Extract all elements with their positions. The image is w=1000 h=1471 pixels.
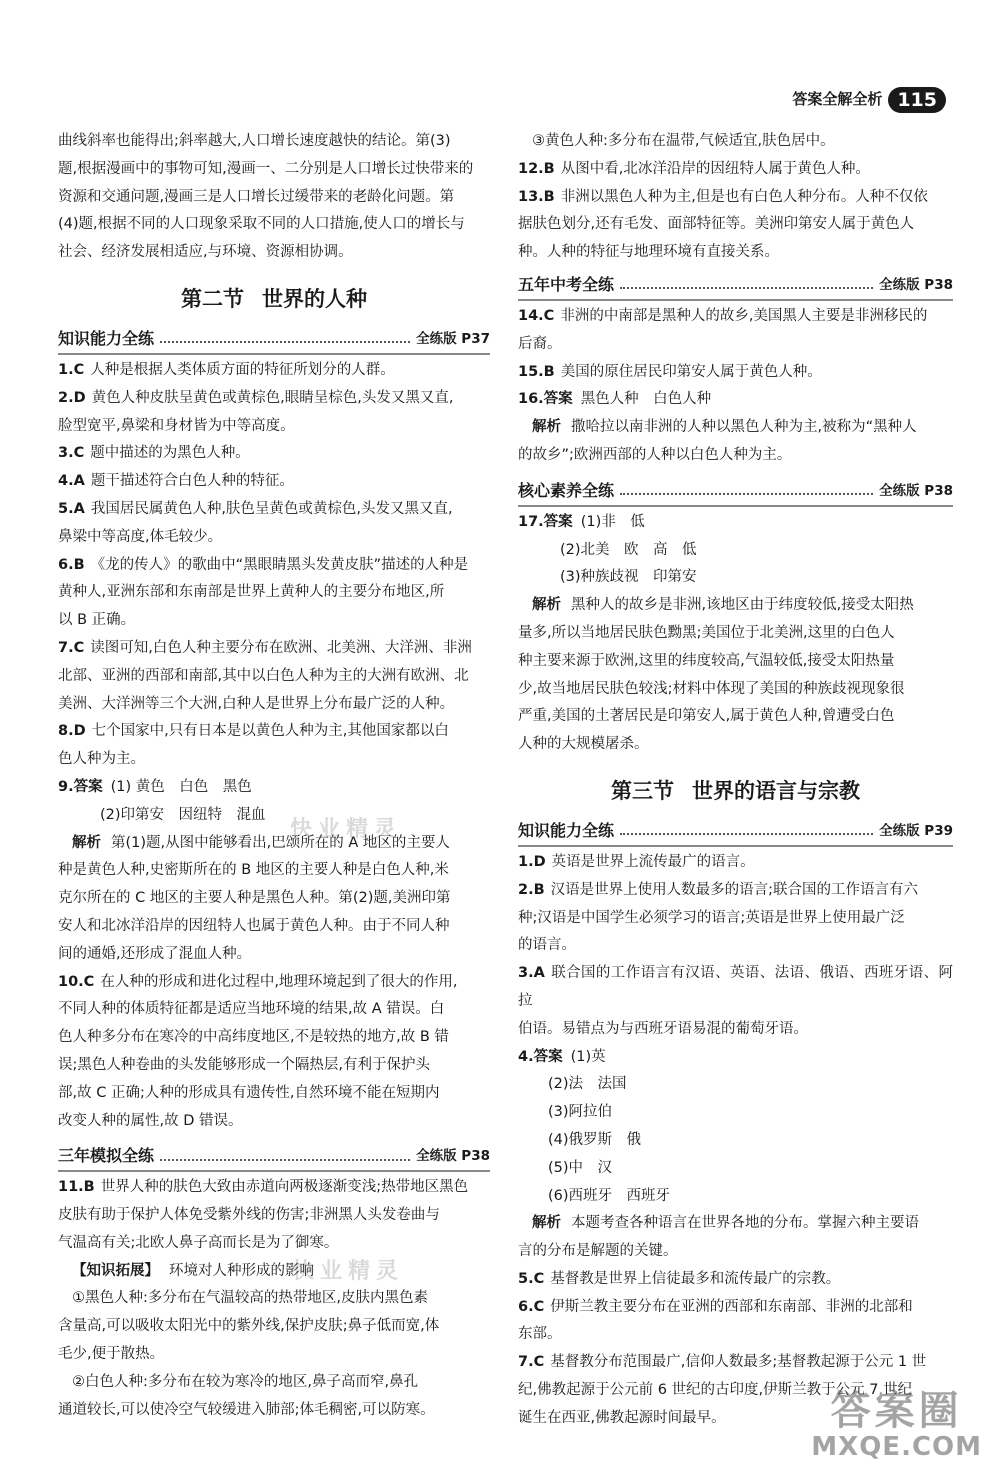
answer-number: 5.C: [518, 1270, 545, 1287]
answer-item: [518, 849, 953, 877]
ext-line: ③黄色人种:多分布在温带,气候适宜,肤色居中。: [532, 133, 835, 149]
ext-line: ②白色人种:多分布在较为寒冷的地区,鼻子高而窄,鼻孔: [72, 1373, 419, 1390]
dotted-leader: [620, 481, 873, 495]
bar-name: 核心素养全练: [518, 480, 615, 500]
answer-text: 我国居民属黄色人种,肤色呈黄色或黄棕色,头发又黑又直,: [90, 500, 453, 517]
analysis-item: [518, 414, 953, 442]
bar-ref: 全练版 P38: [879, 482, 953, 499]
answer-text: (1)非 低: [580, 513, 645, 530]
answer-line: (4)俄罗斯 俄: [548, 1131, 642, 1148]
intro-line: 资源和交通问题,漫画三是人口增长过缓带来的老龄化问题。第: [58, 188, 455, 205]
answer-line: 气温高有关;北欧人鼻子高而长是为了御寒。: [58, 1234, 339, 1251]
answer-number: 1.C: [58, 361, 85, 378]
answer-number: 5.A: [58, 500, 85, 517]
answer-line: 脸型宽平,鼻梁和身材皆为中等高度。: [58, 417, 295, 434]
analysis-text: 黑种人的故乡是非洲,该地区由于纬度较低,接受太阳热: [571, 597, 914, 614]
answer-text: 题干描述符合白色人种的特征。: [90, 473, 294, 490]
exercise-bar: [518, 271, 953, 301]
bar-ref: 全练版 P37: [416, 330, 490, 347]
answer-item: [58, 357, 490, 385]
analysis-item: [518, 592, 953, 620]
answer-number: 2.B: [518, 881, 545, 898]
answer-text: 在人种的形成和进化过程中,地理环境起到了很大的作用,: [100, 973, 458, 990]
ext-line: 毛少,便于散热。: [58, 1346, 165, 1363]
answer-line: 黄种人,亚洲东部和东南部是世界上黄种人的主要分布地区,所: [58, 584, 445, 601]
answer-number: 15.B: [518, 363, 555, 380]
answer-text: 非洲的中南部是黑种人的故乡,美国黑人主要是非洲移民的: [560, 307, 928, 324]
answer-number: 7.C: [58, 639, 85, 656]
answer-line: 种。人种的特征与地理环境有直接关系。: [518, 244, 779, 261]
site-watermark: [811, 1389, 982, 1461]
answer-number: 4.A: [58, 473, 85, 490]
answer-text: 基督教是世界上信徒最多和流传最广的宗教。: [550, 1270, 841, 1287]
answer-item: [58, 440, 490, 468]
ext-line: 含量高,可以吸收太阳光中的紫外线,保护皮肤;鼻子低而宽,体: [58, 1318, 440, 1335]
bar-ref: 全练版 P38: [416, 1148, 490, 1165]
bar-ref: 全练版 P39: [879, 822, 953, 839]
answer-line: 的语言。: [518, 937, 576, 954]
intro-line: (4)题,根据不同的人口现象采取不同的人口措施,使人口的增长与: [58, 216, 465, 233]
answer-line: (3)阿拉伯: [548, 1104, 613, 1121]
answer-number: 4.答案: [518, 1048, 563, 1065]
analysis-line: 人种的大规模屠杀。: [518, 736, 649, 753]
answer-item: [518, 303, 953, 331]
analysis-line: 种是黄色人种,史密斯所在的 B 地区的主要人种是白色人种,米: [58, 862, 449, 879]
analysis-line: 安人和北冰洋沿岸的因纽特人也属于黄色人种。由于不同人种: [58, 917, 450, 934]
answer-line: 色人种多分布在寒冷的中高纬度地区,不是较热的地方,故 B 错: [58, 1029, 449, 1046]
answer-number: 1.D: [518, 853, 546, 870]
answer-line: 伯语。易错点为与西班牙语易混的葡萄牙语。: [518, 1020, 808, 1037]
answer-item: [518, 359, 953, 387]
ext-line: ①黑色人种:多分布在气温较高的热带地区,皮肤内黑色素: [72, 1290, 428, 1307]
answer-line: 美洲、大洋洲等三个大洲,白种人是世界上分布最广泛的人种。: [58, 695, 455, 712]
answer-number: 12.B: [518, 160, 555, 177]
answer-number: 13.B: [518, 188, 555, 205]
faint-watermark: 快业精灵: [290, 817, 403, 842]
ext-title: 环境对人种形成的影响: [169, 1262, 314, 1279]
faint-watermark: 快业精灵: [292, 1259, 405, 1284]
answer-line: 皮肤有助于保护人体免受紫外线的伤害;非洲黑人头发卷曲与: [58, 1207, 440, 1224]
page-number: 115: [888, 87, 946, 113]
analysis-line: 量多,所以当地居民肤色黝黑;美国位于北美洲,这里的白色人: [518, 624, 895, 641]
answer-line: (5)中 汉: [548, 1159, 613, 1176]
answer-text: 伊斯兰教主要分布在亚洲的西部和东南部、非洲的北部和: [550, 1298, 913, 1315]
knowledge-ext: [58, 1258, 490, 1286]
left-column: [58, 128, 490, 1424]
header-title: 答案全解全析: [792, 90, 883, 108]
page-header: [792, 86, 946, 114]
answer-item: [518, 877, 953, 905]
answer-item: [58, 496, 490, 524]
answer-number: 17.答案: [518, 513, 573, 530]
answer-item: [58, 1174, 490, 1202]
analysis-text: 撒哈拉以南非洲的人种以黑色人种为主,被称为“黑种人: [571, 419, 917, 436]
answer-line: (2)法 法国: [548, 1076, 627, 1093]
analysis-label: 解析: [532, 1215, 561, 1232]
answer-number: 11.B: [58, 1179, 95, 1196]
answer-number: 14.C: [518, 307, 555, 324]
answer-text: 非洲以黑色人种为主,但是也有白色人种分布。人种不仅依: [560, 188, 928, 205]
answer-number: 7.C: [518, 1354, 545, 1371]
analysis-text: 本题考查各种语言在世界各地的分布。掌握六种主要语: [571, 1215, 919, 1232]
answer-text: 世界人种的肤色大致由赤道向两极逐渐变浅;热带地区黑色: [100, 1179, 469, 1196]
answer-number: 8.D: [58, 723, 86, 740]
watermark-url: MXQE.COM: [811, 1432, 982, 1462]
dotted-leader: [160, 329, 410, 343]
answer-line: 改变人种的属性,故 D 错误。: [58, 1112, 243, 1129]
analysis-item: [518, 1210, 953, 1238]
answer-text: 人种是根据人类体质方面的特征所划分的人群。: [90, 361, 395, 378]
answer-item: [518, 960, 953, 1016]
analysis-line: 克尔所在的 C 地区的主要人种是黑色人种。第(2)题,美洲印第: [58, 890, 451, 907]
answer-item: [518, 1349, 953, 1377]
watermark-logo-text: 答案圈: [830, 1388, 963, 1434]
bar-name: 知识能力全练: [58, 328, 155, 348]
answer-item: [58, 552, 490, 580]
bar-name: 三年模拟全练: [58, 1146, 155, 1166]
answer-line: 东部。: [518, 1326, 562, 1343]
answer-item: [518, 386, 953, 414]
dotted-leader: [620, 275, 873, 289]
analysis-line: 言的分布是解题的关键。: [518, 1243, 678, 1260]
section-title: [518, 773, 953, 809]
answer-number: 6.B: [58, 556, 85, 573]
answer-item: [518, 184, 953, 212]
section-title: [58, 281, 490, 317]
section-name: 世界的语言与宗教: [692, 778, 860, 803]
answer-number: 3.A: [518, 965, 545, 982]
section-number: 第三节: [611, 778, 674, 803]
answer-item: [518, 1044, 953, 1072]
exercise-bar: [518, 817, 953, 847]
ext-label: 【知识拓展】: [72, 1262, 159, 1279]
answer-text: (1) 黄色 白色 黑色: [110, 778, 252, 795]
answer-line: (2)印第安 因纽特 混血: [100, 806, 266, 823]
intro-line: 题,根据漫画中的事物可知,漫画一、二分别是人口增长过快带来的: [58, 160, 474, 177]
answer-number: 9.答案: [58, 778, 103, 795]
answer-line: 后裔。: [518, 335, 562, 352]
answer-line: 纪,佛教起源于公元前 6 世纪的古印度,伊斯兰教于公元 7 世纪: [518, 1382, 913, 1399]
answer-line: 部,故 C 正确;人种的形成具有遗传性,自然环境不能在短期内: [58, 1084, 440, 1101]
answer-item: [58, 774, 490, 802]
answer-number: 2.D: [58, 389, 86, 406]
answer-item: [518, 156, 953, 184]
analysis-line: 的故乡”;欧洲西部的人种以白色人种为主。: [518, 446, 792, 463]
answer-line: 种;汉语是中国学生必须学习的语言;英语是世界上使用最广泛: [518, 909, 905, 926]
bar-name: 五年中考全练: [518, 274, 615, 294]
analysis-line: 种主要来源于欧洲,这里的纬度较高,气温较低,接受太阳热量: [518, 652, 895, 669]
answer-item: [518, 1266, 953, 1294]
exercise-bar: [58, 1142, 490, 1172]
answer-text: (1)英: [570, 1048, 606, 1065]
answer-number: 10.C: [58, 973, 95, 990]
answer-line: 误;黑色人种卷曲的头发能够形成一个隔热层,有利于保护头: [58, 1056, 430, 1073]
answer-number: 6.C: [518, 1298, 545, 1315]
analysis-label: 解析: [532, 597, 561, 614]
dotted-leader: [160, 1147, 410, 1161]
analysis-text: 第(1)题,从图中能够看出,巴颂所在的 A 地区的主要人: [111, 834, 450, 851]
answer-item: [58, 635, 490, 663]
answer-text: 英语是世界上流传最广的语言。: [551, 853, 755, 870]
right-column: [518, 128, 953, 1433]
analysis-label: 解析: [72, 834, 101, 851]
answer-text: 七个国家中,只有日本是以黄色人种为主,其他国家都以白: [91, 723, 449, 740]
exercise-bar: [58, 325, 490, 355]
answer-item: [58, 385, 490, 413]
bar-ref: 全练版 P38: [879, 276, 953, 293]
exercise-bar: [518, 477, 953, 507]
answer-line: (6)西班牙 西班牙: [548, 1187, 671, 1204]
answer-item: [58, 969, 490, 997]
section-number: 第二节: [181, 286, 244, 311]
answer-line: 诞生在西亚,佛教起源时间最早。: [518, 1409, 726, 1426]
answer-line: 据肤色划分,还有毛发、面部特征等。美洲印第安人属于黄色人: [518, 216, 915, 233]
answer-line: (2)北美 欧 高 低: [560, 541, 697, 558]
analysis-line: 间的通婚,还形成了混血人种。: [58, 945, 252, 962]
answer-line: 北部、亚洲的西部和南部,其中以白色人种为主的大洲有欧洲、北: [58, 667, 469, 684]
answer-item: [518, 1294, 953, 1322]
dotted-leader: [620, 821, 873, 835]
answer-line: 以 B 正确。: [58, 612, 136, 629]
answer-number: 3.C: [58, 445, 85, 462]
bar-name: 知识能力全练: [518, 820, 615, 840]
answer-item: [58, 718, 490, 746]
intro-line: 曲线斜率也能得出;斜率越大,人口增长速度越快的结论。第(3): [58, 133, 451, 149]
answer-text: 黑色人种 白色人种: [580, 391, 712, 408]
answer-text: 汉语是世界上使用人数最多的语言;联合国的工作语言有六: [550, 881, 919, 898]
answer-line: 不同人种的体质特征都是适应当地环境的结果,故 A 错误。白: [58, 1001, 445, 1018]
analysis-line: 严重,美国的土著居民是印第安人,属于黄色人种,曾遭受白色: [518, 708, 895, 725]
answer-number: 16.答案: [518, 391, 573, 408]
answer-text: 基督教分布范围最广,信仰人数最多;基督教起源于公元 1 世: [550, 1354, 927, 1371]
analysis-line: 少,故当地居民肤色较浅;材料中体现了美国的种族歧视现象很: [518, 680, 905, 697]
answer-text: 美国的原住居民印第安人属于黄色人种。: [560, 363, 822, 380]
answer-item: [58, 468, 490, 496]
analysis-item: [58, 830, 490, 858]
answer-line: 色人种为主。: [58, 751, 145, 768]
ext-line: 通道较长,可以使冷空气较缓进入肺部;体毛稠密,可以防寒。: [58, 1401, 435, 1418]
answer-text: 联合国的工作语言有汉语、英语、法语、俄语、西班牙语、阿拉: [518, 965, 953, 1009]
intro-line: 社会、经济发展相适应,与环境、资源相协调。: [58, 244, 353, 261]
answer-line: (3)种族歧视 印第安: [560, 569, 697, 586]
answer-text: 读图可知,白色人种主要分布在欧洲、北美洲、大洋洲、非洲: [90, 639, 472, 656]
section-name: 世界的人种: [262, 286, 367, 311]
answer-text: 从图中看,北冰洋沿岸的因纽特人属于黄色人种。: [560, 160, 870, 177]
answer-line: 鼻梁中等高度,体毛较少。: [58, 528, 223, 545]
answer-item: [518, 509, 953, 537]
answer-text: 题中描述的为黑色人种。: [90, 445, 250, 462]
answer-text: 《龙的传人》的歌曲中“黑眼睛黑头发黄皮肤”描述的人种是: [90, 556, 469, 573]
analysis-label: 解析: [532, 419, 561, 436]
answer-text: 黄色人种皮肤呈黄色或黄棕色,眼睛呈棕色,头发又黑又直,: [91, 389, 454, 406]
